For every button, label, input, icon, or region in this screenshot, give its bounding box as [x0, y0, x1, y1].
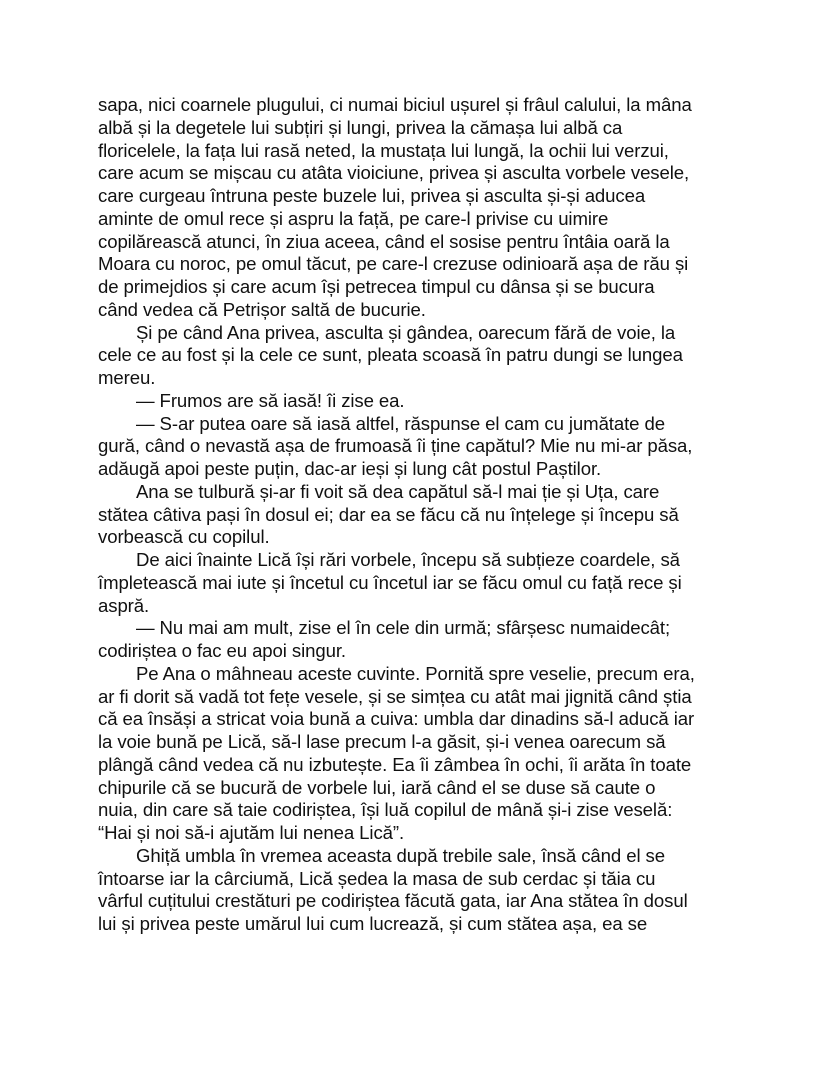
- text-line: la voie bună pe Lică, să-l lase precum l-a găsit, și-i venea oarecum să: [98, 731, 666, 752]
- text-line: că ea însăși a stricat voia bună a cuiva: umbla dar dinadins să-l aducă iar: [98, 708, 695, 730]
- text-line: cele ce au fost și la cele ce sunt, pleata scoasă în patru dungi se lungea: [98, 344, 683, 366]
- text-line: floricelele, la fața lui rasă neted, la mustața lui lungă, la ochii lui verzui,: [98, 139, 669, 161]
- text-line: — S-ar putea oare să iasă altfel, răspunse el cam cu jumătate de: [136, 412, 665, 434]
- text-line: împletească mai iute și încetul cu încetul iar se făcu omul cu față rece și: [98, 571, 682, 593]
- text-line: de primejdios și care acum își petrecea timpul cu dânsa și se bucura: [98, 276, 655, 297]
- text-line: care curgeau întruna peste buzele lui, privea și asculta și-și aducea: [98, 185, 646, 206]
- text-line: Și pe când Ana privea, asculta și gândea, oarecum fără de voie, la: [136, 321, 676, 343]
- text-line: “Hai și noi să-i ajutăm lui nenea Lică”.: [98, 822, 405, 843]
- text-line: lui și privea peste umărul lui cum lucrează, și cum stătea așa, ea se: [98, 913, 648, 934]
- text-line: — Nu mai am mult, zise el în cele din urmă; sfârșesc numaidecât;: [136, 617, 671, 639]
- text-line: întoarse iar la cârciumă, Lică ședea la masa de sub cerdac și tăia cu: [98, 867, 656, 889]
- text-line: nuia, din care să taie codiriștea, își luă copilul de mână și-i zise veselă:: [98, 799, 673, 821]
- text-line: aminte de omul rece și aspru la față, pe care-l privise cu uimire: [98, 207, 609, 229]
- text-line: gură, când o nevastă așa de frumoasă îi ține capătul? Mie nu mi-ar păsa,: [98, 435, 693, 457]
- text-line: care acum se mișcau cu atâta vioiciune, privea și asculta vorbele vesele,: [98, 162, 690, 184]
- text-line: copilărească atunci, în ziua aceea, când el sosise pentru întâia oară la: [98, 230, 670, 252]
- text-line: albă și la degetele lui subțiri și lungi, privea la cămașa lui albă ca: [98, 116, 623, 138]
- text-line: aspră.: [98, 594, 150, 616]
- text-line: Ana se tulbură și-ar fi voit să dea capătul să-l mai ție și Uța, care: [136, 480, 660, 502]
- text-line: ar fi dorit să vadă tot fețe vesele, și se simțea cu atât mai jignită când știa: [98, 685, 692, 707]
- text-line: plângă când vedea că nu izbutește. Ea îi zâmbea în ochi, îi arăta în toate: [98, 753, 692, 775]
- text-line: — Frumos are să iasă! îi zise ea.: [136, 389, 405, 411]
- text-line: codiriștea o fac eu apoi singur.: [98, 640, 346, 661]
- text-line: când vedea că Petrișor saltă de bucurie.: [98, 298, 426, 320]
- text-line: vorbească cu copilul.: [98, 526, 270, 548]
- text-line: vârful cuțitului crestături pe codiriștea făcută gata, iar Ana stătea în dosul: [98, 890, 688, 912]
- text-line: Moara cu noroc, pe omul tăcut, pe care-l crezuse odinioară așa de rău și: [98, 253, 689, 275]
- text-line: mereu.: [98, 367, 156, 388]
- text-line: sapa, nici coarnele plugului, ci numai biciul ușurel și frâul calului, la mâna: [98, 94, 692, 115]
- text-line: adăugă apoi peste puțin, dac-ar ieși și lung cât postul Paștilor.: [98, 458, 602, 479]
- text-line: stătea câtiva pași în dosul ei; dar ea se făcu că nu înțelege și începu să: [98, 503, 679, 525]
- text-line: Pe Ana o mâhneau aceste cuvinte. Pornită spre veselie, precum era,: [136, 662, 695, 684]
- text-line: Ghiță umbla în vremea aceasta după trebile sale, însă când el se: [136, 844, 665, 866]
- document-page: [98, 94, 738, 936]
- text-line: De aici înainte Lică își rări vorbele, începu să subțieze coardele, să: [136, 549, 680, 570]
- text-line: chipurile că se bucură de vorbele lui, iară când el se duse să caute o: [98, 776, 656, 798]
